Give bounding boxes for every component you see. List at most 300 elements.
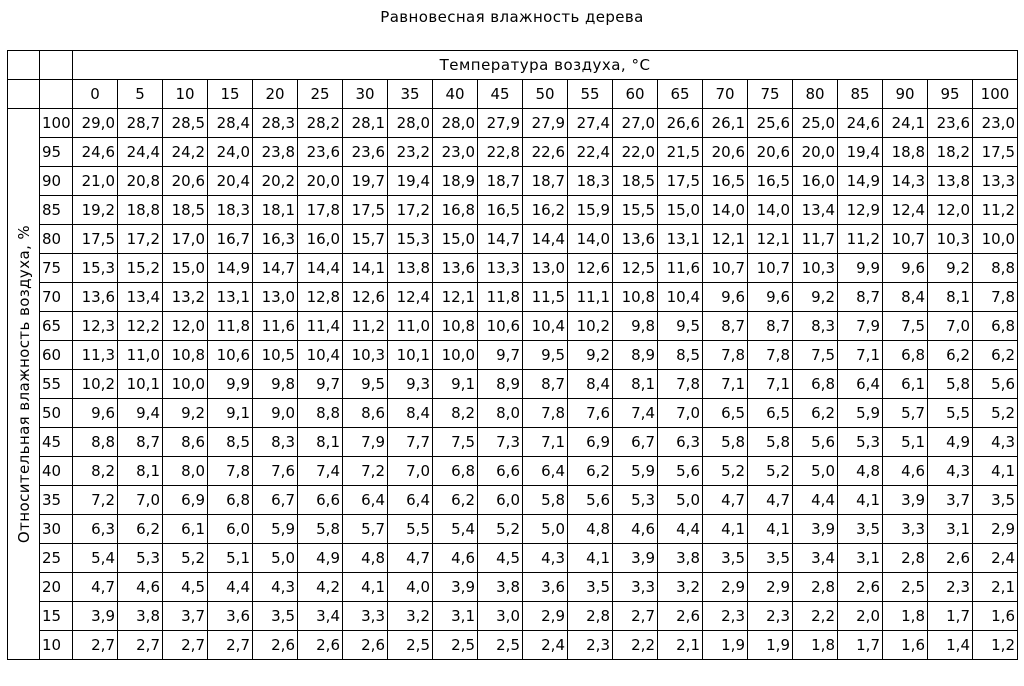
moisture-cell: 2,3 [928, 573, 973, 602]
moisture-cell: 4,9 [928, 428, 973, 457]
moisture-cell: 29,0 [73, 109, 118, 138]
humidity-value: 60 [40, 341, 73, 370]
moisture-cell: 16,5 [703, 167, 748, 196]
moisture-cell: 3,1 [928, 515, 973, 544]
moisture-cell: 8,1 [298, 428, 343, 457]
moisture-cell: 6,0 [478, 486, 523, 515]
moisture-cell: 18,3 [208, 196, 253, 225]
moisture-cell: 9,6 [748, 283, 793, 312]
moisture-cell: 28,4 [208, 109, 253, 138]
humidity-value: 70 [40, 283, 73, 312]
moisture-cell: 1,9 [703, 631, 748, 660]
moisture-cell: 5,3 [118, 544, 163, 573]
moisture-cell: 10,8 [433, 312, 478, 341]
moisture-cell: 13,0 [253, 283, 298, 312]
moisture-cell: 11,4 [298, 312, 343, 341]
moisture-cell: 6,7 [613, 428, 658, 457]
moisture-cell: 18,8 [118, 196, 163, 225]
moisture-cell: 5,2 [973, 399, 1018, 428]
moisture-cell: 7,9 [343, 428, 388, 457]
moisture-cell: 20,6 [163, 167, 208, 196]
moisture-cell: 7,4 [298, 457, 343, 486]
moisture-cell: 6,4 [523, 457, 568, 486]
table-row [8, 196, 1018, 225]
moisture-cell: 11,2 [838, 225, 883, 254]
moisture-cell: 26,6 [658, 109, 703, 138]
humidity-value: 10 [40, 631, 73, 660]
moisture-cell: 13,6 [73, 283, 118, 312]
moisture-cell: 3,5 [568, 573, 613, 602]
moisture-cell: 9,0 [253, 399, 298, 428]
moisture-cell: 6,0 [208, 515, 253, 544]
humidity-value: 25 [40, 544, 73, 573]
moisture-cell: 8,2 [433, 399, 478, 428]
moisture-cell: 8,8 [73, 428, 118, 457]
moisture-cell: 2,1 [658, 631, 703, 660]
table-title: Равновесная влажность дерева [380, 8, 644, 26]
humidity-value: 35 [40, 486, 73, 515]
moisture-cell: 6,3 [658, 428, 703, 457]
moisture-cell: 3,8 [118, 602, 163, 631]
moisture-cell: 1,8 [793, 631, 838, 660]
moisture-cell: 6,9 [163, 486, 208, 515]
temperature-header: 50 [523, 80, 568, 109]
moisture-cell: 12,2 [118, 312, 163, 341]
moisture-cell: 1,9 [748, 631, 793, 660]
moisture-cell: 3,8 [658, 544, 703, 573]
moisture-cell: 2,3 [748, 602, 793, 631]
moisture-cell: 20,0 [793, 138, 838, 167]
moisture-cell: 19,2 [73, 196, 118, 225]
humidity-value: 15 [40, 602, 73, 631]
moisture-cell: 7,1 [703, 370, 748, 399]
moisture-cell: 23,6 [298, 138, 343, 167]
moisture-cell: 14,3 [883, 167, 928, 196]
moisture-cell: 23,6 [928, 109, 973, 138]
moisture-cell: 19,7 [343, 167, 388, 196]
moisture-cell: 10,3 [793, 254, 838, 283]
moisture-cell: 15,5 [613, 196, 658, 225]
moisture-cell: 22,4 [568, 138, 613, 167]
moisture-cell: 3,6 [523, 573, 568, 602]
moisture-cell: 17,2 [118, 225, 163, 254]
moisture-cell: 4,4 [208, 573, 253, 602]
moisture-cell: 13,6 [613, 225, 658, 254]
moisture-cell: 11,8 [478, 283, 523, 312]
moisture-cell: 20,2 [253, 167, 298, 196]
table-row [8, 631, 1018, 660]
moisture-cell: 22,6 [523, 138, 568, 167]
moisture-cell: 14,4 [298, 254, 343, 283]
moisture-cell: 2,9 [703, 573, 748, 602]
moisture-cell: 23,8 [253, 138, 298, 167]
moisture-cell: 18,5 [163, 196, 208, 225]
moisture-cell: 3,7 [163, 602, 208, 631]
moisture-cell: 1,6 [973, 602, 1018, 631]
moisture-cell: 24,1 [883, 109, 928, 138]
table-row [8, 544, 1018, 573]
moisture-cell: 2,4 [973, 544, 1018, 573]
moisture-cell: 18,1 [253, 196, 298, 225]
moisture-cell: 14,9 [208, 254, 253, 283]
moisture-cell: 6,4 [343, 486, 388, 515]
moisture-cell: 8,1 [928, 283, 973, 312]
moisture-cell: 3,9 [73, 602, 118, 631]
moisture-cell: 14,1 [343, 254, 388, 283]
moisture-cell: 3,4 [793, 544, 838, 573]
moisture-cell: 24,4 [118, 138, 163, 167]
moisture-cell: 5,6 [973, 370, 1018, 399]
moisture-cell: 5,8 [928, 370, 973, 399]
moisture-cell: 4,2 [298, 573, 343, 602]
temperature-header: 90 [883, 80, 928, 109]
moisture-cell: 4,6 [883, 457, 928, 486]
moisture-cell: 11,6 [658, 254, 703, 283]
moisture-table [7, 50, 1018, 660]
table-row [8, 399, 1018, 428]
moisture-cell: 1,8 [883, 602, 928, 631]
temperature-header: 20 [253, 80, 298, 109]
moisture-cell: 3,9 [883, 486, 928, 515]
moisture-cell: 8,9 [478, 370, 523, 399]
temperature-header: 70 [703, 80, 748, 109]
corner-cell [8, 51, 40, 80]
moisture-cell: 23,6 [343, 138, 388, 167]
moisture-cell: 2,6 [928, 544, 973, 573]
moisture-cell: 4,7 [73, 573, 118, 602]
moisture-cell: 12,1 [748, 225, 793, 254]
moisture-cell: 23,0 [973, 109, 1018, 138]
temperature-header: 35 [388, 80, 433, 109]
moisture-cell: 2,5 [478, 631, 523, 660]
moisture-cell: 25,0 [793, 109, 838, 138]
moisture-cell: 15,0 [433, 225, 478, 254]
moisture-cell: 3,4 [298, 602, 343, 631]
moisture-cell: 18,8 [883, 138, 928, 167]
moisture-cell: 4,5 [163, 573, 208, 602]
temperature-header: 95 [928, 80, 973, 109]
moisture-cell: 3,9 [793, 515, 838, 544]
moisture-cell: 7,5 [793, 341, 838, 370]
moisture-cell: 22,0 [613, 138, 658, 167]
humidity-value: 50 [40, 399, 73, 428]
moisture-cell: 23,2 [388, 138, 433, 167]
moisture-cell: 10,7 [748, 254, 793, 283]
moisture-cell: 13,4 [793, 196, 838, 225]
moisture-cell: 7,8 [703, 341, 748, 370]
moisture-cell: 16,2 [523, 196, 568, 225]
moisture-cell: 2,5 [433, 631, 478, 660]
humidity-value: 85 [40, 196, 73, 225]
moisture-cell: 10,0 [433, 341, 478, 370]
moisture-cell: 6,8 [208, 486, 253, 515]
moisture-cell: 11,6 [253, 312, 298, 341]
humidity-value: 75 [40, 254, 73, 283]
moisture-cell: 3,5 [703, 544, 748, 573]
moisture-cell: 20,0 [298, 167, 343, 196]
table-row [8, 283, 1018, 312]
moisture-cell: 7,2 [343, 457, 388, 486]
moisture-cell: 5,2 [703, 457, 748, 486]
moisture-cell: 24,6 [73, 138, 118, 167]
moisture-cell: 28,1 [343, 109, 388, 138]
moisture-cell: 5,0 [658, 486, 703, 515]
moisture-cell: 2,6 [298, 631, 343, 660]
moisture-cell: 11,0 [388, 312, 433, 341]
moisture-cell: 3,1 [433, 602, 478, 631]
moisture-cell: 2,3 [568, 631, 613, 660]
moisture-cell: 4,0 [388, 573, 433, 602]
moisture-cell: 10,2 [568, 312, 613, 341]
moisture-cell: 10,0 [163, 370, 208, 399]
humidity-value: 95 [40, 138, 73, 167]
moisture-cell: 6,2 [118, 515, 163, 544]
humidity-caption-cell [8, 109, 40, 660]
caption-row [8, 51, 1018, 80]
moisture-cell: 14,0 [748, 196, 793, 225]
temperature-header: 40 [433, 80, 478, 109]
moisture-cell: 12,4 [388, 283, 433, 312]
moisture-cell: 12,3 [73, 312, 118, 341]
moisture-cell: 5,2 [163, 544, 208, 573]
moisture-cell: 10,3 [928, 225, 973, 254]
moisture-cell: 6,2 [973, 341, 1018, 370]
temperature-caption: Температура воздуха, °С [73, 51, 1018, 80]
moisture-cell: 10,4 [523, 312, 568, 341]
moisture-cell: 15,7 [343, 225, 388, 254]
moisture-cell: 3,1 [838, 544, 883, 573]
moisture-cell: 7,3 [478, 428, 523, 457]
table-row [8, 341, 1018, 370]
moisture-cell: 2,6 [838, 573, 883, 602]
moisture-cell: 28,3 [253, 109, 298, 138]
moisture-cell: 20,4 [208, 167, 253, 196]
moisture-cell: 15,0 [658, 196, 703, 225]
moisture-cell: 9,2 [928, 254, 973, 283]
moisture-cell: 14,7 [478, 225, 523, 254]
temperature-header: 55 [568, 80, 613, 109]
moisture-cell: 2,2 [793, 602, 838, 631]
moisture-cell: 12,6 [343, 283, 388, 312]
moisture-cell: 13,3 [973, 167, 1018, 196]
moisture-cell: 9,3 [388, 370, 433, 399]
moisture-cell: 7,0 [118, 486, 163, 515]
moisture-cell: 15,9 [568, 196, 613, 225]
moisture-cell: 9,2 [793, 283, 838, 312]
moisture-cell: 16,7 [208, 225, 253, 254]
moisture-cell: 5,9 [253, 515, 298, 544]
moisture-cell: 5,5 [388, 515, 433, 544]
humidity-value: 20 [40, 573, 73, 602]
moisture-cell: 2,7 [613, 602, 658, 631]
table-row [8, 109, 1018, 138]
moisture-cell: 3,5 [838, 515, 883, 544]
moisture-cell: 7,0 [928, 312, 973, 341]
moisture-cell: 5,9 [838, 399, 883, 428]
moisture-cell: 13,3 [478, 254, 523, 283]
moisture-cell: 6,8 [793, 370, 838, 399]
moisture-cell: 5,8 [703, 428, 748, 457]
moisture-cell: 10,7 [703, 254, 748, 283]
moisture-cell: 7,8 [523, 399, 568, 428]
moisture-cell: 5,4 [433, 515, 478, 544]
moisture-cell: 13,2 [163, 283, 208, 312]
moisture-cell: 16,5 [478, 196, 523, 225]
temperature-header: 15 [208, 80, 253, 109]
moisture-cell: 4,1 [973, 457, 1018, 486]
moisture-cell: 7,7 [388, 428, 433, 457]
moisture-cell: 2,5 [883, 573, 928, 602]
moisture-cell: 13,1 [208, 283, 253, 312]
moisture-cell: 4,3 [928, 457, 973, 486]
moisture-cell: 4,8 [838, 457, 883, 486]
moisture-cell: 5,3 [838, 428, 883, 457]
moisture-cell: 8,7 [838, 283, 883, 312]
moisture-cell: 9,7 [478, 341, 523, 370]
moisture-cell: 18,2 [928, 138, 973, 167]
moisture-cell: 4,6 [433, 544, 478, 573]
humidity-value: 90 [40, 167, 73, 196]
humidity-value: 80 [40, 225, 73, 254]
moisture-cell: 4,6 [613, 515, 658, 544]
moisture-cell: 10,6 [208, 341, 253, 370]
moisture-cell: 16,5 [748, 167, 793, 196]
moisture-cell: 2,4 [523, 631, 568, 660]
moisture-cell: 9,6 [703, 283, 748, 312]
temperature-header: 85 [838, 80, 883, 109]
moisture-cell: 4,3 [973, 428, 1018, 457]
moisture-cell: 3,3 [883, 515, 928, 544]
moisture-cell: 8,9 [613, 341, 658, 370]
moisture-cell: 1,6 [883, 631, 928, 660]
moisture-cell: 27,4 [568, 109, 613, 138]
moisture-cell: 14,0 [568, 225, 613, 254]
moisture-cell: 8,1 [613, 370, 658, 399]
humidity-value: 65 [40, 312, 73, 341]
moisture-cell: 11,5 [523, 283, 568, 312]
moisture-cell: 14,4 [523, 225, 568, 254]
moisture-cell: 6,1 [163, 515, 208, 544]
moisture-cell: 1,7 [928, 602, 973, 631]
moisture-cell: 17,8 [298, 196, 343, 225]
moisture-cell: 2,9 [748, 573, 793, 602]
moisture-cell: 7,8 [748, 341, 793, 370]
moisture-cell: 12,9 [838, 196, 883, 225]
moisture-cell: 17,2 [388, 196, 433, 225]
moisture-cell: 5,2 [478, 515, 523, 544]
moisture-cell: 6,7 [253, 486, 298, 515]
moisture-cell: 12,6 [568, 254, 613, 283]
moisture-cell: 12,8 [298, 283, 343, 312]
moisture-cell: 3,5 [973, 486, 1018, 515]
moisture-cell: 2,6 [658, 602, 703, 631]
moisture-cell: 24,0 [208, 138, 253, 167]
moisture-cell: 2,6 [343, 631, 388, 660]
humidity-value: 55 [40, 370, 73, 399]
moisture-cell: 7,6 [568, 399, 613, 428]
moisture-cell: 16,3 [253, 225, 298, 254]
moisture-cell: 6,5 [703, 399, 748, 428]
temperature-header: 100 [973, 80, 1018, 109]
moisture-cell: 2,7 [208, 631, 253, 660]
temperature-header-row [8, 80, 1018, 109]
moisture-cell: 5,0 [523, 515, 568, 544]
moisture-cell: 4,7 [703, 486, 748, 515]
moisture-cell: 8,5 [208, 428, 253, 457]
moisture-cell: 9,2 [163, 399, 208, 428]
moisture-cell: 8,6 [343, 399, 388, 428]
moisture-cell: 6,2 [928, 341, 973, 370]
moisture-cell: 3,3 [343, 602, 388, 631]
moisture-cell: 4,8 [568, 515, 613, 544]
moisture-cell: 7,5 [433, 428, 478, 457]
moisture-cell: 4,8 [343, 544, 388, 573]
temperature-header: 80 [793, 80, 838, 109]
moisture-cell: 16,0 [298, 225, 343, 254]
moisture-cell: 15,3 [388, 225, 433, 254]
moisture-cell: 28,2 [298, 109, 343, 138]
moisture-cell: 7,1 [838, 341, 883, 370]
moisture-cell: 7,1 [748, 370, 793, 399]
moisture-cell: 3,0 [478, 602, 523, 631]
corner-cell [40, 51, 73, 80]
moisture-cell: 2,8 [793, 573, 838, 602]
moisture-cell: 9,5 [658, 312, 703, 341]
table-row [8, 138, 1018, 167]
moisture-cell: 6,4 [388, 486, 433, 515]
moisture-cell: 3,5 [253, 602, 298, 631]
moisture-cell: 8,8 [973, 254, 1018, 283]
moisture-cell: 9,5 [523, 341, 568, 370]
moisture-cell: 6,6 [298, 486, 343, 515]
moisture-cell: 13,6 [433, 254, 478, 283]
moisture-cell: 28,0 [388, 109, 433, 138]
moisture-cell: 10,8 [163, 341, 208, 370]
moisture-cell: 2,3 [703, 602, 748, 631]
moisture-cell: 13,1 [658, 225, 703, 254]
moisture-cell: 12,1 [433, 283, 478, 312]
moisture-cell: 5,1 [883, 428, 928, 457]
moisture-cell: 4,1 [343, 573, 388, 602]
moisture-cell: 4,3 [523, 544, 568, 573]
moisture-cell: 10,1 [118, 370, 163, 399]
table-row [8, 312, 1018, 341]
table-row [8, 457, 1018, 486]
moisture-cell: 4,4 [793, 486, 838, 515]
moisture-cell: 4,1 [568, 544, 613, 573]
moisture-cell: 5,8 [298, 515, 343, 544]
moisture-cell: 11,1 [568, 283, 613, 312]
moisture-cell: 2,9 [973, 515, 1018, 544]
moisture-cell: 8,7 [748, 312, 793, 341]
moisture-cell: 3,9 [433, 573, 478, 602]
moisture-cell: 9,8 [613, 312, 658, 341]
table-row [8, 486, 1018, 515]
table-row [8, 167, 1018, 196]
moisture-cell: 4,7 [388, 544, 433, 573]
moisture-cell: 8,3 [253, 428, 298, 457]
moisture-cell: 19,4 [838, 138, 883, 167]
corner-cell [40, 80, 73, 109]
moisture-cell: 5,2 [748, 457, 793, 486]
temperature-header: 60 [613, 80, 658, 109]
moisture-cell: 8,0 [163, 457, 208, 486]
moisture-cell: 25,6 [748, 109, 793, 138]
moisture-cell: 2,7 [118, 631, 163, 660]
moisture-cell: 14,0 [703, 196, 748, 225]
moisture-cell: 4,6 [118, 573, 163, 602]
table-row [8, 602, 1018, 631]
